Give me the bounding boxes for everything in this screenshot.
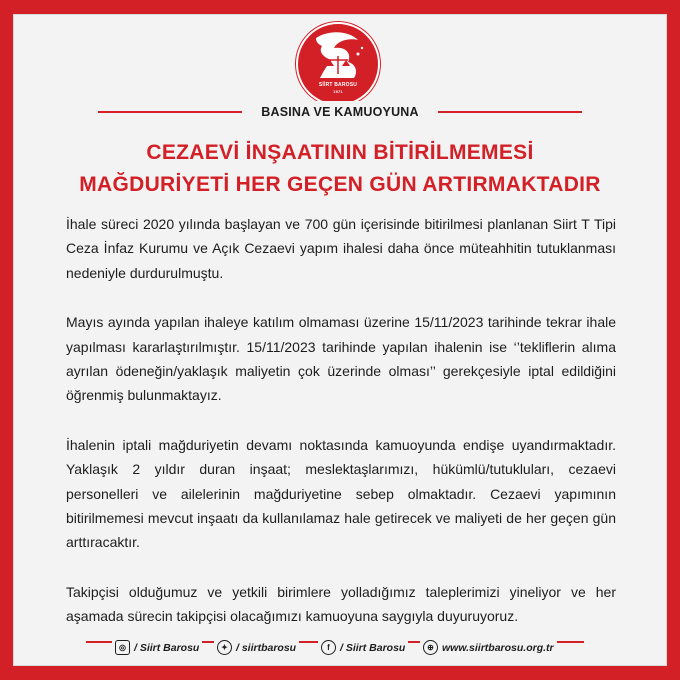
bar-association-logo — [296, 22, 380, 106]
globe-icon: ⊕ — [423, 640, 438, 655]
paragraph: İhale süreci 2020 yılında başlayan ve 700 gün içerisinde bitirilmesi planlanan Siirt T Tipi Ceza İnfaz Kurumu ve Açık Cezaevi yapım ihalesi daha önce müteahhitin tutuklanması nedeniyle durdurulmuştu. — [66, 216, 616, 281]
statement-body — [66, 212, 616, 654]
statement-card — [13, 14, 667, 666]
website-url: www.siirtbarosu.org.tr — [442, 641, 554, 654]
footer-instagram[interactable] — [112, 640, 202, 655]
title-line-2: MAĞDURİYETİ HER GEÇEN GÜN ARTIRMAKTADIR — [79, 173, 601, 196]
footer-twitter[interactable] — [214, 640, 299, 655]
logo-name: SİİRT BAROSU — [318, 82, 358, 88]
facebook-handle: / Siirt Barosu — [340, 641, 406, 654]
paragraph: Takipçisi olduğumuz ve yetkili birimlere yolladığımız taleplerimizi yineliyor ve her aşamada sürecin takipçisi olacağımızı kamuoyuna saygıyla duyuruyoruz. — [66, 583, 616, 625]
subheading: BASINA VE KAMUOYUNA — [242, 101, 438, 123]
title-line-1: CEZAEVİ İNŞAATININ BİTİRİLMEMESİ — [146, 141, 534, 164]
twitter-handle: / siirtbarosu — [236, 641, 297, 654]
instagram-icon: ◎ — [115, 640, 130, 655]
logo-year: 1971 — [333, 89, 343, 94]
footer-website[interactable] — [420, 640, 557, 655]
paragraph: İhalenin iptali mağduriyetin devamı noktasında kamuoyunda endişe uyandırmaktadır. Yaklaşık 2 yıldır duran inşaat; meslektaşlarımızı, hükümlü/tutukluları, cezaevi personelleri ve ailelerinin mağduriyetine sebep olmaktadır. Cezaevi yapımının bitirilmemesi mevcut inşaatı da kullanılamaz hale getirecek ve maliyeti de her geçen gün arttıracaktır. — [66, 436, 616, 551]
instagram-handle: / Siirt Barosu — [134, 641, 200, 654]
paragraph: Mayıs ayında yapılan ihaleye katılım olmaması üzerine 15/11/2023 tarihinde tekrar ihale yapılması kararlaştırılmıştır. 15/11/2023 tarihinde yapılan ihalenin ise ‘’tekliflerin alıma ayrılan ödeneğin/yaklaşık maliyetin çok üzerinde olması’’ gerekçesiyle iptal edildiğini öğrenmiş bulunmaktayız. — [66, 314, 616, 404]
twitter-icon: ✦ — [217, 640, 232, 655]
footer-facebook[interactable] — [318, 640, 408, 655]
social-footer — [86, 634, 584, 660]
facebook-icon: f — [321, 640, 336, 655]
